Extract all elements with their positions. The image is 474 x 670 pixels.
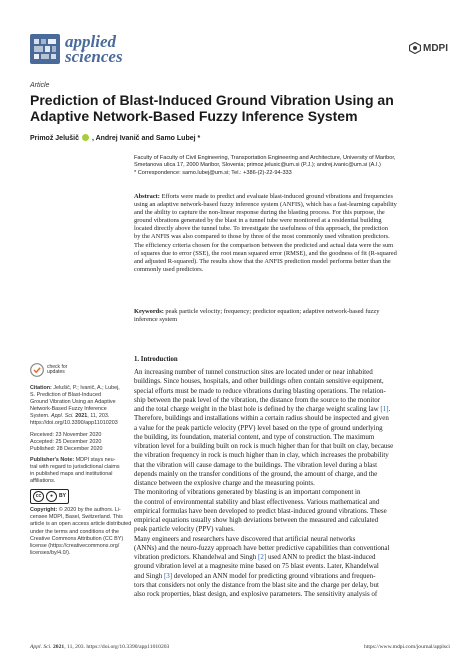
body-line: (ANNs) and the neuro-fuzzy approach have better predictive capabilities than conventional [134, 543, 390, 552]
reference-link[interactable]: [1] [380, 405, 389, 413]
body-line: a value for the peak particle velocity (PPV) level based on the type of ground underlying [134, 423, 383, 432]
abstract-line: of squares due to error (SSE), the root mean squared error (RMSE), and the goodness of fit (R-squared [134, 249, 397, 257]
abstract-line: The efficiency criteria chosen for the comparison between the predicted and actual data were the sum [134, 241, 394, 249]
orcid-icon[interactable] [82, 134, 89, 141]
abstract-line: and adjusted R-squared). The results show that the ANFIS prediction model performs better than the [134, 257, 391, 265]
publisher-note-line: tral with regard to jurisdictional claims [30, 463, 120, 470]
body-line-tail: developed an ANN model for predicting ground vibrations and frequen- [172, 571, 376, 580]
body-line: tors that considers not only the distance from the blast site and the charge per delay, but [134, 580, 379, 589]
body-line: special efforts must be made to reduce vibrations during blasting operations. The relation- [134, 386, 386, 395]
cc-by-license-badge[interactable] [30, 489, 69, 504]
publisher-logo[interactable] [409, 42, 448, 54]
copyright-line: under the terms and conditions of the [30, 528, 120, 535]
journal-name [65, 34, 123, 64]
title-line: Adaptive Network-Based Fuzzy Inference System [30, 108, 358, 124]
body-line: buildings. Since houses, hospitals, and other buildings often contain sensitive equipment, [134, 377, 384, 386]
check-updates-line1: check for [47, 363, 68, 370]
article-type: Article [30, 82, 50, 89]
publisher-note-line: in published maps and institutional [30, 471, 113, 478]
copyright-label: Copyright: [30, 507, 58, 514]
body-line: empirical equations usually show high deviations between the measured and calculated [134, 516, 379, 524]
citation-line: Ground Vibration Using an Adaptive [30, 399, 116, 406]
received-date: Received: 23 November 2020 [30, 431, 102, 438]
abstract-line: ground vibrations generated by the blast in a tunnel tube were monitored at a residential building [134, 217, 382, 225]
creative-commons-icon: cc [33, 491, 44, 502]
body-line: peak particle velocity (PPV) values. [134, 525, 235, 534]
journal-emblem-icon [30, 34, 60, 64]
keywords [134, 308, 452, 324]
introduction-body [134, 368, 452, 599]
attribution-person-icon: ● [46, 491, 57, 502]
author-name: Primož Jelušič [30, 135, 80, 142]
journal-name-line1: applied [65, 32, 116, 51]
article-sidebar [30, 385, 132, 557]
published-date: Published: 28 December 2020 [30, 445, 103, 452]
author-list: Primož Jelušič , Andrej Ivanič and Samo Lubej * [30, 135, 201, 142]
accepted-date: Accepted: 25 December 2020 [30, 438, 102, 445]
citation-line: S. Prediction of Blast-Induced [30, 392, 102, 399]
body-line: and Singh [134, 571, 164, 580]
abstract-label: Abstract: [134, 193, 160, 200]
corresponding-mark: * [197, 135, 201, 142]
body-line: the control of environmental stability and blast effectiveness. Various mathematical and [134, 497, 380, 506]
copyright-line: censee MDPI, Basel, Switzerland. This [30, 514, 123, 521]
copyright-line: © 2020 by the authors. Li- [57, 507, 121, 514]
abstract-line: located directly above the tunnel tube. To investigate the usefulness of this approach, the prediction [134, 225, 388, 233]
publisher-note-line: MDPI stays neu- [74, 456, 116, 463]
footer-citation [30, 644, 169, 650]
body-line: distance between the explosive charge and the measuring points. [134, 479, 315, 487]
body-line: ground vibration level at a magnesite mine based on 75 blast events. Later, Khandelwal [134, 562, 379, 571]
copyright-line: article is an open access article distributed [30, 521, 132, 528]
body-line: the vibration frequency in rock is much higher than in clay, which increases the probability [134, 451, 389, 460]
citation-line: Jelušič, P.; Ivanič, A.; Lubej, [51, 385, 120, 391]
copyright-line: license (https://creativecommons.org/ [30, 542, 120, 549]
body-line: The monitoring of vibrations generated by blasting is an important component in [134, 488, 361, 497]
reference-link[interactable]: [3] [163, 571, 173, 580]
abstract-line: and the ability to capture the non-linear response during the blasting process. For this purpose, the [134, 209, 385, 217]
publisher-note-label: Publisher's Note: [30, 456, 75, 463]
keywords-label: Keywords: [134, 308, 164, 315]
footer-doi[interactable]: , 11, 203. https://doi.org/10.3390/app11010203 [64, 644, 170, 650]
footer-year: 2021 [51, 644, 65, 650]
keywords-line: peak particle velocity; frequency; predictor equation; adaptive network-based fuzzy [163, 308, 380, 315]
body-line: and the total charge weight in the blast hole is defined by the charge weight scaling law [134, 405, 381, 413]
body-line-tail: used ANN to predict the blast-induced [266, 553, 376, 561]
abstract-line: commonly used predictors. [134, 265, 204, 273]
reference-link[interactable]: [2] [258, 553, 267, 561]
body-line: depends mainly on the transfer conditions of the ground, the amount of charge, and the [134, 469, 378, 478]
author-name: Andrej Ivanič [95, 135, 140, 142]
author-name: and Samo Lubej [141, 135, 196, 142]
footer-journal-url[interactable]: https://www.mdpi.com/journal/applsci [363, 644, 450, 650]
citation-journal: Appl. Sci. [50, 413, 74, 420]
section-heading-introduction: 1. Introduction [134, 356, 178, 363]
check-for-updates-badge[interactable] [30, 363, 67, 377]
body-line-tail: . [388, 405, 391, 413]
body-line: vibration level for a building built on rock is much higher than for that built on clay, because [134, 442, 394, 450]
publisher-name: MDPI [423, 42, 448, 54]
citation-volume: , 11, 203. [87, 413, 110, 420]
citation-year: 2021 [73, 413, 88, 420]
body-line: An increasing number of tunnel construction sites are located under or near inhabited [134, 368, 373, 376]
journal-logo[interactable] [30, 34, 123, 64]
publisher-note-line: affiliations. [30, 478, 56, 485]
citation-label: Citation: [30, 385, 52, 391]
affiliation-line: Smetanova ulica 17, 2000 Maribor, Slovenia; primoz.jelusic@um.si (P.J.); andrej.ivanic@um.si (A.I.) [134, 162, 381, 169]
citation-doi-link[interactable]: https://doi.org/10.3390/app11010203 [30, 420, 118, 427]
cc-license-label: BY [59, 493, 66, 500]
body-line: Therefore, buildings and installations within a certain radius should be inspected and given [134, 414, 389, 423]
citation-line: Network-Based Fuzzy Inference [30, 406, 107, 413]
journal-name-line2: sciences [65, 47, 123, 66]
check-updates-line2: updates [47, 369, 65, 375]
body-line: vibration predictors. Khandelwal and Singh [134, 553, 259, 561]
affiliations [134, 155, 449, 177]
body-line: empirical formulas have been developed to predict blast-induced ground vibrations. These [134, 506, 387, 515]
body-line: ship between the peak level of the vibration, the distance from the source to the monitor [134, 395, 381, 404]
body-line: also rock properties, blast design, and explosive parameters. The sensitivity analysis of [134, 590, 378, 598]
keywords-line: inference system [134, 316, 178, 324]
body-line: that the vibration will cause damage to the buildings. The vibration level during a blast [134, 460, 378, 469]
affiliation-line: Faculty of Faculty of Civil Engineering, Transportation Engineering and Architecture, University of Maribor, [134, 155, 396, 161]
abstract-line: using an adaptive network-based fuzzy inference system (ANFIS), which has a fast-learning capability [134, 201, 397, 209]
copyright-line: licenses/by/4.0/). [30, 549, 71, 556]
abstract-line: by the ANFIS was also compared to those by three of the most commonly used vibration predictors. [134, 233, 390, 241]
article-title [30, 92, 450, 124]
abstract [134, 193, 452, 274]
correspondence-line: * Correspondence: samo.lubej@um.si; Tel.: +386-(2)-22-94-333 [134, 169, 292, 176]
body-line: the building, its foundation, material content, and type of construction. The maximum [134, 432, 375, 441]
check-updates-icon [30, 363, 44, 377]
mdpi-emblem-icon [409, 42, 421, 54]
citation-line: System. [30, 413, 51, 420]
body-line: Many engineers and researchers have discovered that artificial neural networks [134, 534, 356, 543]
abstract-line: Efforts were made to predict and evaluate blast-induced ground vibrations and frequencies [159, 193, 393, 200]
copyright-line: Creative Commons Attribution (CC BY) [30, 535, 124, 542]
footer-journal: Appl. Sci. [30, 644, 52, 650]
title-line: Prediction of Blast-Induced Ground Vibration Using an [30, 92, 394, 108]
